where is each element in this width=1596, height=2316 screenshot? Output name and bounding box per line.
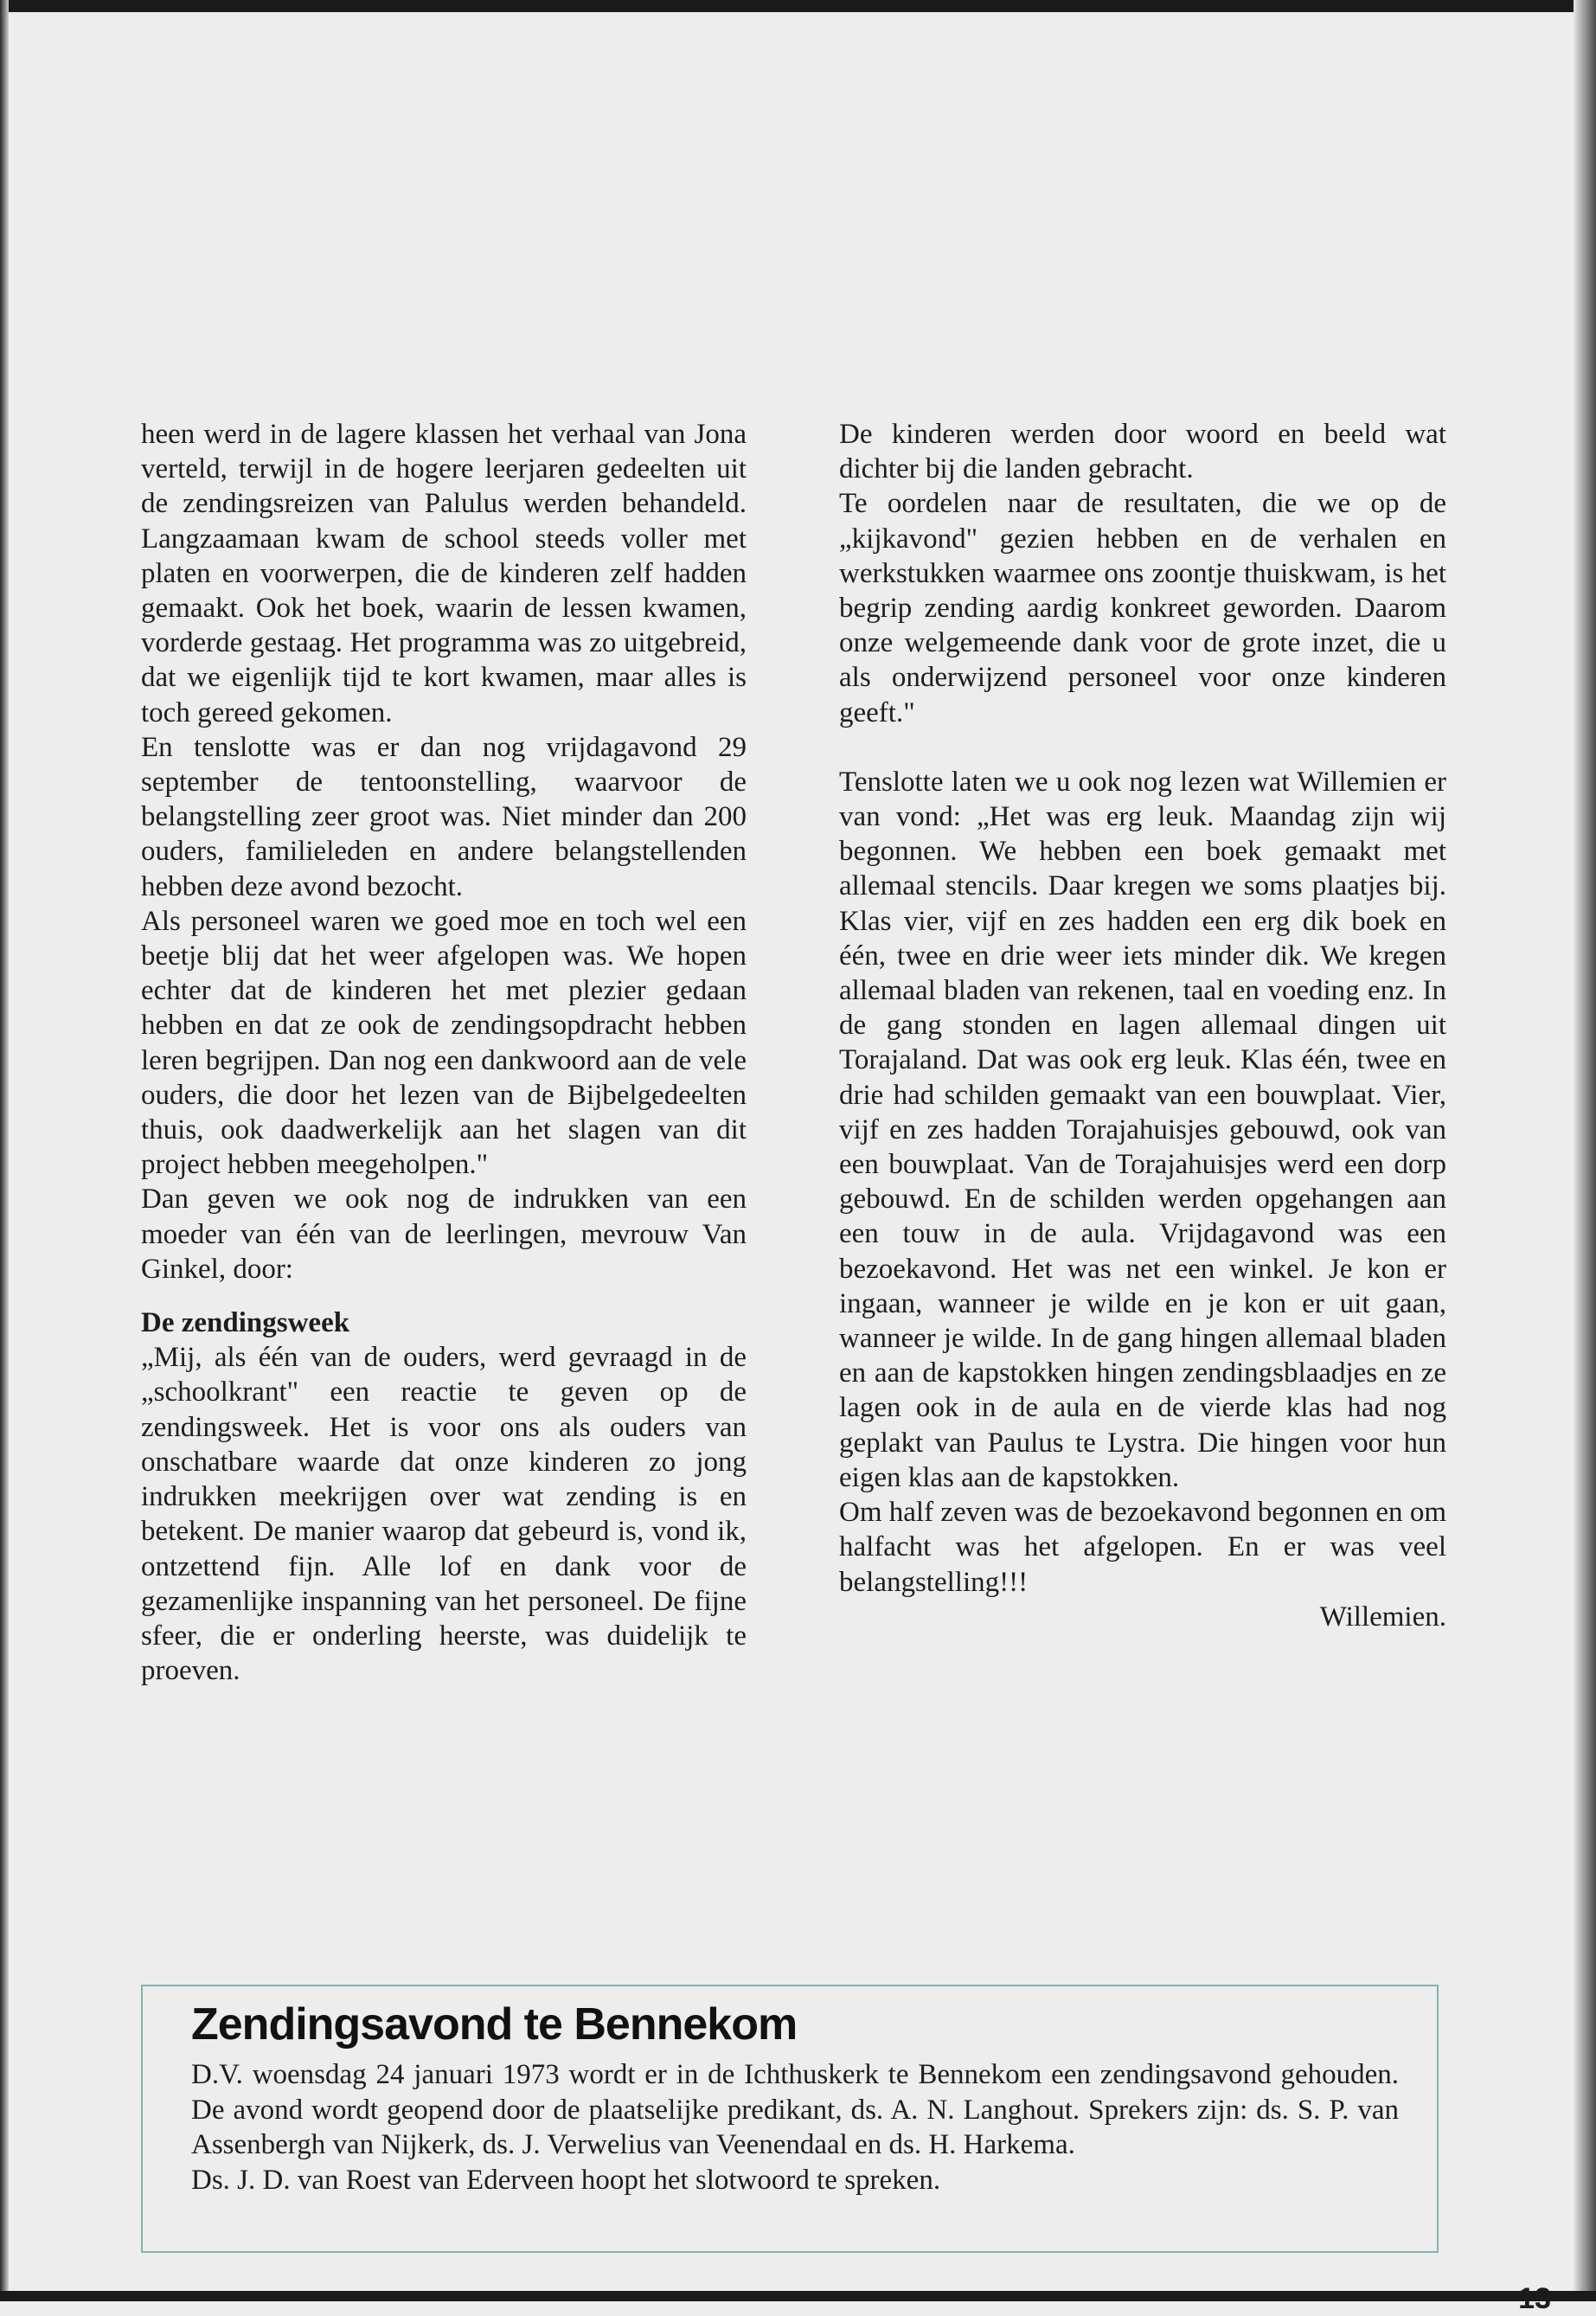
announcement-box [141,1985,1439,2253]
left-paragraph-3: Als personeel waren we goed moe en toch wel een beetje blij dat het weer afgelopen was. We hopen echter dat de kinderen het met plezier gedaan hebben en dat ze ook de zendingsopdracht hebben leren begrijpen. Dan nog een dankwoord aan de vele ouders, die door het lezen van de Bijbelgedeelten thuis, ook daadwerkelijk aan het slagen van dit project hebben meegeholpen." [141,905,747,1181]
left-paragraph-4: Dan geven we ook nog de indrukken van een moeder van één van de leerlingen, mevrouw Van Ginkel, door: [141,1184,747,1285]
right-paragraph-4: Om half zeven was de bezoekavond begonnen en om halfacht was het afgelopen. En er was veel belangstelling!!! [839,1497,1446,1598]
page-edge-left [0,0,9,2301]
right-paragraph-1: De kinderen werden door woord en beeld wat dichter bij die landen gebracht. [839,419,1446,485]
right-column [839,417,1446,1634]
page-edge-right [1574,0,1596,2301]
page-edge-bottom [0,2291,1596,2301]
announcement-title: Zendingsavond te Bennekom [191,1999,798,2050]
section-heading: De zendingsweek [141,1307,350,1339]
left-paragraph-2: En tenslotte was er dan nog vrijdagavond 29 september de tentoonstelling, waarvoor de belangstelling zeer groot was. Niet minder dan 200 ouders, familieleden en andere belangstellenden hebben deze avond bezocht. [141,731,747,902]
right-paragraph-3: Tenslotte laten we u ook nog lezen wat Willemien er van vond: „Het was erg leuk. Maandag zijn wij begonnen. We hebben een boek gemaakt met allemaal stencils. Daar kregen we soms plaatjes bij. Klas vier, vijf en zes hadden een erg dik boek en één, twee en drie weer iets minder dik. We kregen allemaal bladen van rekenen, taal en voeding enz. In de gang stonden en lagen allemaal dingen uit Torajaland. Dat was ook erg leuk. Klas één, twee en drie had schilden gemaakt van een bouwplaat. Vier, vijf en zes hadden Torajahuisjes gebouwd, ook van een bouwplaat. Van de Torajahuisjes werd een dorp gebouwd. En de schilden werden opgehangen aan een touw in de aula. Vrijdagavond was een bezoekavond. Het was net een winkel. Je kon er ingaan, wanneer je wilde en je kon er uit gaan, wanneer je wilde. In de gang hingen allemaal bladen en aan de kapstokken hingen zendingsblaadjes en ze lagen ook in de aula en de vierde klas had nog geplakt van Paulus te Lystra. Die hingen voor hun eigen klas aan de kapstokken. [839,766,1446,1493]
left-paragraph-1: heen werd in de lagere klassen het verhaal van Jona verteld, terwijl in de hogere leerjaren gedeelten uit de zendingsreizen van Palulus werden behandeld. Langzaamaan kwam de school steeds voller met platen en voorwerpen, die de kinderen zelf hadden gemaakt. Ook het boek, waarin de lessen kwamen, vorderde gestaag. Het programma was zo uitgebreid, dat we eigenlijk tijd te kort kwamen, maar alles is toch gereed gekomen. [141,419,747,728]
announcement-paragraph-1: D.V. woensdag 24 januari 1973 wordt er in de Ichthuskerk te Bennekom een zendingsavond gehouden. De avond wordt geopend door de plaatselijke predikant, ds. A. N. Langhout. Sprekers zijn: ds. S. P. van Assenbergh van Nijkerk, ds. J. Verwelius van Veenendaal en ds. H. Harkema. [191,2059,1399,2160]
page-edge-top [0,0,1596,12]
left-paragraph-5: „Mij, als één van de ouders, werd gevraagd in de „schoolkrant" een reactie te geven op de zendingsweek. Het is voor ons als ouders van onschatbare waarde dat onze kinderen zo jong indrukken meekrijgen over wat zending is en betekent. De manier waarop dat gebeurd is, vond ik, ontzettend fijn. Alle lof en dank voor de gezamenlijke inspanning van het personeel. De fijne sfeer, die er onderling heerste, was duidelijk te proeven. [141,1342,747,1687]
left-column [141,417,747,1688]
signature: Willemien. [1319,1601,1446,1633]
right-paragraph-2: Te oordelen naar de resultaten, die we op de „kijkavond" gezien hebben en de verhalen en werkstukken waarmee ons zoontje thuiskwam, is het begrip zending aardig konkreet geworden. Daarom onze welgemeende dank voor de grote inzet, die u als onderwijzend personeel voor onze kinderen geeft." [839,488,1446,728]
announcement-paragraph-2: Ds. J. D. van Roest van Ederveen hoopt het slotwoord te spreken. [191,2164,941,2196]
